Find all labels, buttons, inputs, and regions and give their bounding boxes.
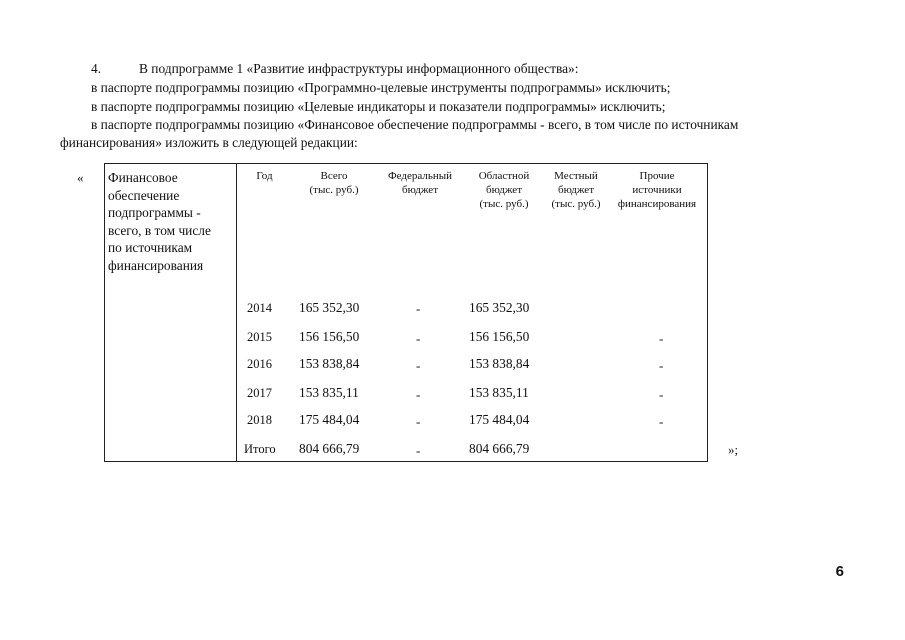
row-label: Финансовое обеспечение подпрограммы - всего, в том числе по источникам финансирования: [108, 170, 211, 273]
table-divider: [236, 163, 237, 462]
paragraph-line-1: В подпрограмме 1 «Развитие инфраструктуры информационного общества»:: [139, 61, 579, 76]
cell-other: -: [659, 387, 664, 402]
paragraph-line-5: финансирования» изложить в следующей редакции:: [60, 135, 358, 150]
header-regional: Областной бюджет (тыс. руб.): [478, 170, 530, 210]
cell-year: 2014: [247, 301, 272, 315]
close-quote: »;: [728, 442, 739, 457]
cell-total: 156 156,50: [299, 329, 360, 344]
cell-regional: 165 352,30: [469, 300, 530, 315]
cell-year: 2017: [247, 386, 272, 400]
header-federal: Федеральный бюджет: [387, 170, 453, 196]
cell-regional: 153 835,11: [469, 385, 529, 400]
cell-federal: -: [416, 414, 421, 429]
cell-total: 153 838,84: [299, 356, 360, 371]
cell-regional: 804 666,79: [469, 441, 530, 456]
item-number: 4.: [91, 61, 102, 76]
cell-total: 165 352,30: [299, 300, 360, 315]
cell-total: 175 484,04: [299, 412, 360, 427]
open-quote: «: [77, 170, 84, 185]
cell-year: 2018: [247, 413, 272, 427]
cell-federal: -: [416, 301, 421, 316]
page-number: 6: [835, 563, 844, 580]
cell-total: 804 666,79: [299, 441, 360, 456]
header-year: Год: [256, 170, 273, 182]
cell-federal: -: [416, 443, 421, 458]
header-other: Прочие источники финансирования: [617, 170, 697, 210]
cell-federal: -: [416, 358, 421, 373]
cell-year: 2015: [247, 330, 272, 344]
cell-regional: 175 484,04: [469, 412, 530, 427]
cell-regional: 156 156,50: [469, 329, 530, 344]
cell-regional: 153 838,84: [469, 356, 530, 371]
cell-year: 2016: [247, 357, 272, 371]
paragraph-line-4: в паспорте подпрограммы позицию «Финансовое обеспечение подпрограммы - всего, в том числе по источникам: [91, 117, 739, 132]
paragraph-line-3: в паспорте подпрограммы позицию «Целевые индикаторы и показатели подпрограммы» исключить;: [91, 99, 666, 114]
cell-year-total: Итого: [244, 442, 276, 456]
header-total: Всего (тыс. руб.): [309, 170, 359, 196]
cell-other: -: [659, 331, 664, 346]
paragraph-line-2: в паспорте подпрограммы позицию «Программно-целевые инструменты подпрограммы» исключить;: [91, 80, 671, 95]
cell-federal: -: [416, 387, 421, 402]
financing-table: [104, 163, 708, 462]
cell-other: -: [659, 414, 664, 429]
cell-other: -: [659, 358, 664, 373]
header-local: Местный бюджет (тыс. руб.): [551, 170, 601, 210]
cell-total: 153 835,11: [299, 385, 359, 400]
cell-federal: -: [416, 331, 421, 346]
